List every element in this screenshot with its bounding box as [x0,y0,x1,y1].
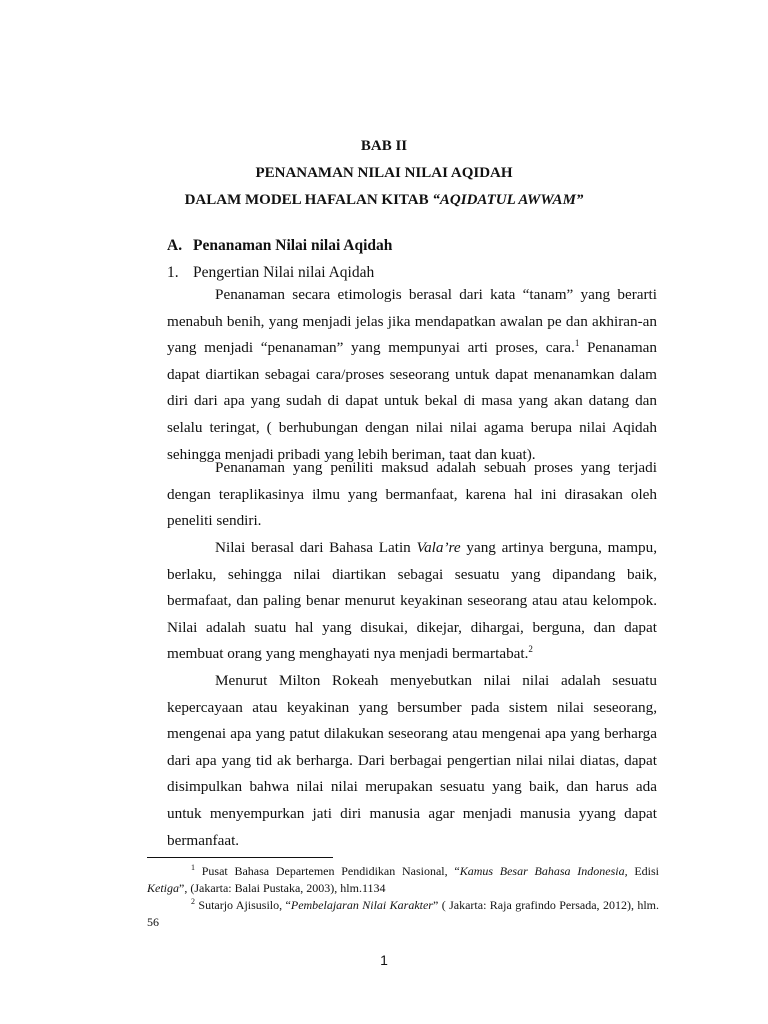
footnote-divider [147,857,333,858]
paragraph-4: Menurut Milton Rokeah menyebutkan nilai nilai adalah sesuatu kepercayaan atau keyakinan yang bersumber pada sistem nilai seseorang, mengenai apa yang patut dilakukan seseorang atau mengenai apa yang berharga dari apa yang tid ak berharga. Dari berbagai pengertian nilai nilai diatas, dapat disimpulkan bahwa nilai nilai merupakan sesuatu yang baik, dan harus ada untuk menyempurkan jati diri manusia agar menjadi manusia yyang dapat bermanfaat. [167,672,657,849]
section-marker: A. [167,237,183,254]
footnote-ref-2: 2 [528,644,533,655]
footnote-1-title: Kamus Besar Bahasa Indonesia, [459,864,628,878]
paragraph-1 [167,282,657,468]
subsection-label: Pengertian Nilai nilai Aqidah [193,264,375,281]
paragraph-1-text-b: Penanaman dapat diartikan sebagai cara/proses seseorang untuk dapat menanamkan dalam diri dari apa yang sudah di dapat untuk bekal di masa yang akan datang dan selalu teringat, ( berhubungan dengan nilai nilai agama berupa nilai Aqidah sehingga menjadi pribadi yang lebih beriman, taat dan kuat). [167,339,657,463]
footnote-1-text-a: Pusat Bahasa Departemen Pendidikan Nasional, “ [195,864,460,878]
paragraph-1-text-a: Penanaman secara etimologis berasal dari kata “tanam” yang berarti menabuh benih, yang menjadi jelas jika mendapatkan awalan pe dan akhiran-an yang menjadi “penanaman” yang mempunyai arti proses, cara. [167,286,657,357]
paragraph-3-text-b: yang artinya berguna, mampu, berlaku, sehingga nilai diartikan sebagai sesuatu yang dipandang baik, bermafaat, dan paling benar menurut keyakinan seseorang atau atau kelompok. Nilai adalah suatu hal yang disukai, dikejar, dihargai, berguna, dan dapat membuat orang yang menghayati nya menjadi bermartabat. [167,539,657,663]
footnote-ref-1: 1 [574,338,580,349]
footnote-2-text-b: ” ( Jakarta: Raja grafindo Persada, 2012), hlm. 56 [147,898,660,929]
paragraph-3 [167,535,657,668]
footnote-1-text-c: ”, (Jakarta: Balai Pustaka, 2003), hlm.1134 [179,880,386,895]
section-heading [167,236,392,256]
subsection-marker: 1. [167,264,179,281]
book-title: “AQIDATUL AWWAM” [432,192,584,208]
footnote-1-number: 1 [191,863,195,872]
title-line-2-text: DALAM MODEL HAFALAN KITAB [184,192,433,208]
chapter-title-line-2 [0,190,768,210]
page-number: 1 [380,952,388,968]
footnote-1 [147,863,659,897]
footnote-2-text-a: Sutarjo Ajisusilo, “ [195,898,291,912]
paragraph-2: Penanaman yang peniliti maksud adalah sebuah proses yang terjadi dengan teraplikasinya ilmu yang bermanfaat, karena hal ini dirasakan oleh peneliti sendiri. [167,459,657,530]
chapter-title-line-1: PENANAMAN NILAI NILAI AQIDAH [255,165,513,181]
footnote-1-text-b: Edisi [627,864,659,878]
footnote-2-number: 2 [191,897,195,906]
subsection-heading [167,263,374,283]
section-label: Penanaman Nilai nilai Aqidah [193,237,393,254]
footnote-2-title: Pembelajaran Nilai Karakter [290,898,433,912]
footnote-2 [147,897,659,931]
chapter-heading: BAB II [360,138,408,154]
latin-term: Vala’re [416,539,461,556]
footnote-1-edition: Ketiga [147,880,179,895]
paragraph-3-text-a: Nilai berasal dari Bahasa Latin [215,539,417,556]
